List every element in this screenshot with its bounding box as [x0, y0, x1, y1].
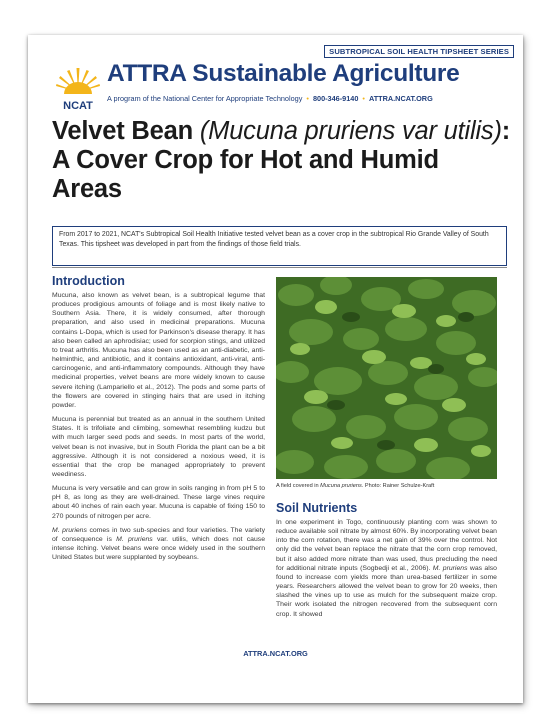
introduction-body — [52, 291, 265, 567]
soil-nutrients-heading: Soil Nutrients — [276, 501, 358, 515]
page-title — [52, 117, 512, 204]
title-scientific-name: (Mucuna pruriens var utilis) — [199, 117, 502, 145]
intro-paragraph-2: Mucuna is perennial but treated as an annual in the southern United States. It is trifoliate and climbing, somewhat resembling kudzu but with much larger seed pods and seeds. In most parts of the world, velvet bean is not invasive, but in South Florida the plant can be a bit aggressive. Although it is not considered a noxious weed, it is essential that the crop be managed appropriately to prevent weediness. — [52, 416, 265, 478]
brand-tagline-row: A program of the National Center for Appropriate Technology • 800-346-9140 • ATTRA.NCAT.ORG — [107, 94, 433, 103]
tagline: A program of the National Center for Appropriate Technology — [107, 94, 303, 103]
velvet-bean-photo — [276, 277, 497, 479]
intro-paragraph-4: M. pruriens comes in two sub-species and four varieties. The variety of consequence is M. pruriens var. utilis, which does not cause intense itching. Velvet beans were once widely used in the southern United States but were supplanted by soybeans. — [52, 526, 265, 562]
tipsheet-page — [28, 35, 523, 703]
soil-nutrients-body — [276, 518, 497, 624]
phone-number: 800-346-9140 — [312, 94, 359, 103]
title-part-1: Velvet Bean — [52, 117, 200, 145]
title-part-2: : A Cover Crop for Hot and Humid Areas — [52, 117, 511, 203]
series-label: SUBTROPICAL SOIL HEALTH TIPSHEET SERIES — [324, 45, 514, 58]
logo-text: NCAT — [63, 100, 93, 112]
soil-paragraph-1: In one experiment in Togo, continuously planting corn was shown to reduce available soil nitrate by almost 60%. By incorporating velvet bean into the corn rotation, there was a net gain of 39% over the control. Not only did the velvet bean replace the nitrate that the corn crop removed, but it also added more nitrate than was used, thus precluding the need for additional nitrate inputs (Sogbedji et al., 2006). M. pruriens was also found to increase corn yields more than urea-based fertilizer in some years. Researchers allowed the velvet bean to grow for 20 weeks, then slashed the vines up to use as mulch for the subsequent maize crop. Their work isolated the nitrogen recovered from the subsequent corn crop. It showed — [276, 519, 497, 618]
divider — [52, 267, 507, 268]
intro-paragraph-1: Mucuna, also known as velvet bean, is a subtropical legume that produces prodigious amounts of foliage and is most likely native to Southern Asia. There, it is widely consumed, after thorough preparation, and also used in medicinal preparations. Mucuna contains L-Dopa, which is used for Parkinson's disease therapy. It has also been called an aphrodisiac; used for scorpion stings, and utilized to treat arthritis. Mucuna has also been used as an anti-diabetic, anti-helminthic, and antibiotic, and it contains antioxidant, anti-viral, anti-carcinogenic, and anti-inflammatory compounds. Although they have medicinal properties, velvet beans are more widely known to cause severe itching (Lampariello et al., 2012). The pods and some parts of the flowers are covered in stinging hairs that are used in itching powder. — [52, 292, 265, 409]
summary-box: From 2017 to 2021, NCAT's Subtropical Soil Health Initiative tested velvet bean as a cover crop in the subtropical Rio Grande Valley of South Texas. This tipsheet was developed in part from the findings of those field trials. — [52, 226, 507, 266]
intro-paragraph-3: Mucuna is very versatile and can grow in soils ranging in from pH 5 to pH 8, as long as they are well-drained. These large vines require about 40 inches of rain each year. Mucuna is capable of fixing 150 to 270 pounds of nitrogen per acre. — [52, 485, 265, 520]
ncat-sun-logo — [55, 66, 101, 112]
website-link[interactable]: ATTRA.NCAT.ORG — [368, 94, 433, 103]
brand-name: ATTRA Sustainable Agriculture — [107, 60, 460, 87]
introduction-heading: Introduction — [52, 274, 125, 288]
photo-caption: A field covered in Mucuna pruriens. Photo: Rainer Schulze-Kraft — [276, 483, 435, 489]
footer-website[interactable]: ATTRA.NCAT.ORG — [243, 649, 308, 658]
